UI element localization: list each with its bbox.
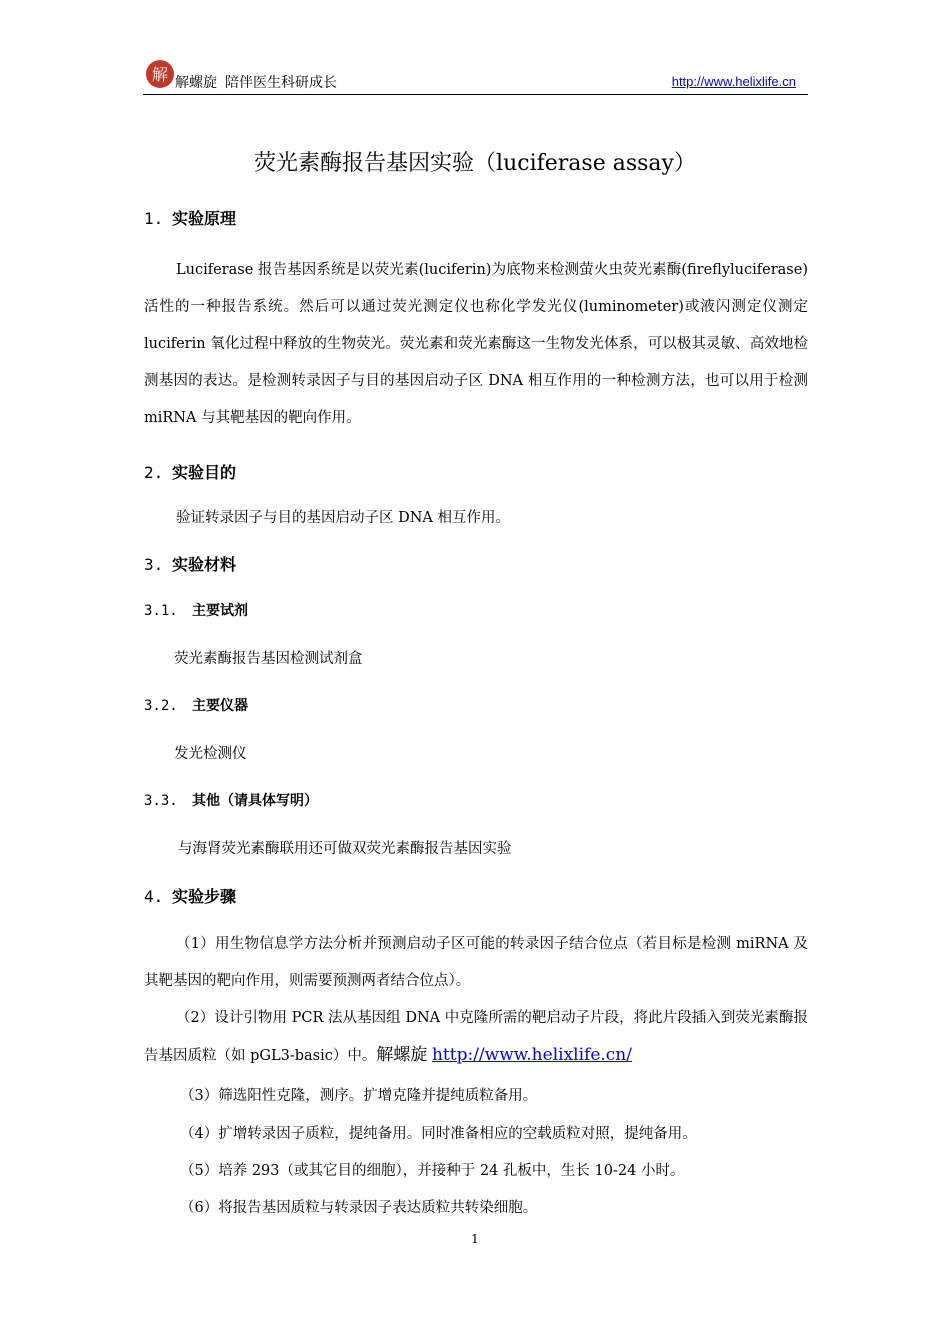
subsection-heading-other: [144, 790, 318, 810]
page-header: [143, 56, 808, 95]
section-heading-steps: [144, 884, 236, 907]
section-number: 1.: [144, 209, 164, 228]
step-4: （4）扩增转录因子质粒，提纯备用。同时准备相应的空载质粒对照，提纯备用。: [180, 1126, 697, 1142]
brand-slogan: 陪伴医生科研成长: [225, 75, 337, 91]
step-2-text: （2）设计引物用 PCR 法从基因组 DNA 中克隆所需的靶启动子片段，将此片段插入到荧光素酶报告基因质粒（如 pGL3-basic）中。: [144, 1010, 808, 1064]
page-number: 1: [471, 1232, 479, 1246]
purpose-paragraph: 验证转录因子与目的基因启动子区 DNA 相互作用。: [176, 510, 511, 526]
section-title: 实验材料: [172, 555, 237, 574]
site-link[interactable]: http://www.helixlife.cn: [671, 74, 796, 89]
section-number: 3.: [144, 555, 164, 574]
step-2-link[interactable]: http://www.helixlife.cn/: [431, 1045, 632, 1065]
subsection-heading-instruments: [144, 695, 248, 715]
subsection-number: 3.3.: [144, 793, 178, 809]
section-title: 实验原理: [172, 209, 237, 228]
step-5: （5）培养 293（或其它目的细胞），并接种于 24 孔板中，生长 10-24 小时。: [180, 1163, 685, 1179]
step-6: （6）将报告基因质粒与转录因子表达质粒共转染细胞。: [180, 1200, 538, 1216]
step-2: [144, 1000, 808, 1075]
section-title: 实验步骤: [172, 887, 237, 906]
subsection-title: 主要试剂: [192, 603, 248, 619]
section-heading-principle: [144, 206, 236, 229]
step-3: （3）筛选阳性克隆，测序。扩增克隆并提纯质粒备用。: [180, 1088, 538, 1104]
helixlife-logo-icon: [145, 58, 175, 90]
subsection-title: 其他（请具体写明）: [192, 793, 318, 809]
subsection-number: 3.2.: [144, 698, 178, 714]
step-1: （1）用生物信息学方法分析并预测启动子区可能的转录因子结合位点（若目标是检测 miRNA 及其靶基因的靶向作用，则需要预测两者结合位点）。: [144, 936, 808, 989]
section-title: 实验目的: [172, 463, 237, 482]
subsection-heading-reagents: [144, 600, 248, 620]
subsection-number: 3.1.: [144, 603, 178, 619]
section-number: 4.: [144, 887, 164, 906]
brand-name: 解螺旋: [175, 75, 217, 91]
step-2-brand: 解螺旋: [376, 1045, 428, 1065]
section-heading-purpose: [144, 460, 236, 483]
document-title: 荧光素酶报告基因实验（luciferase assay）: [254, 151, 696, 176]
brand-text: [175, 72, 337, 92]
instruments-text: 发光检测仪: [174, 746, 247, 762]
reagents-text: 荧光素酶报告基因检测试剂盒: [174, 651, 363, 667]
principle-paragraph: Luciferase 报告基因系统是以荧光素(luciferin)为底物来检测萤火虫荧光素酶(fireflyluciferase)活性的一种报告系统。然后可以通过荧光测定仪也称化学发光仪(luminometer)或液闪测定仪测定 luciferin 氧化过程中释放的生物荧光。荧光素和荧光素酶这一生物发光体系，可以极其灵敏、高效地检测基因的表达。是检测转录因子与目的基因启动子区 DNA 相互作用的一种检测方法，也可以用于检测 miRNA 与其靶基因的靶向作用。: [144, 262, 808, 426]
section-number: 2.: [144, 463, 164, 482]
subsection-title: 主要仪器: [192, 698, 248, 714]
section-heading-materials: [144, 552, 236, 575]
other-text: 与海肾荧光素酶联用还可做双荧光素酶报告基因实验: [178, 841, 512, 857]
logo-char: 解: [151, 65, 169, 84]
